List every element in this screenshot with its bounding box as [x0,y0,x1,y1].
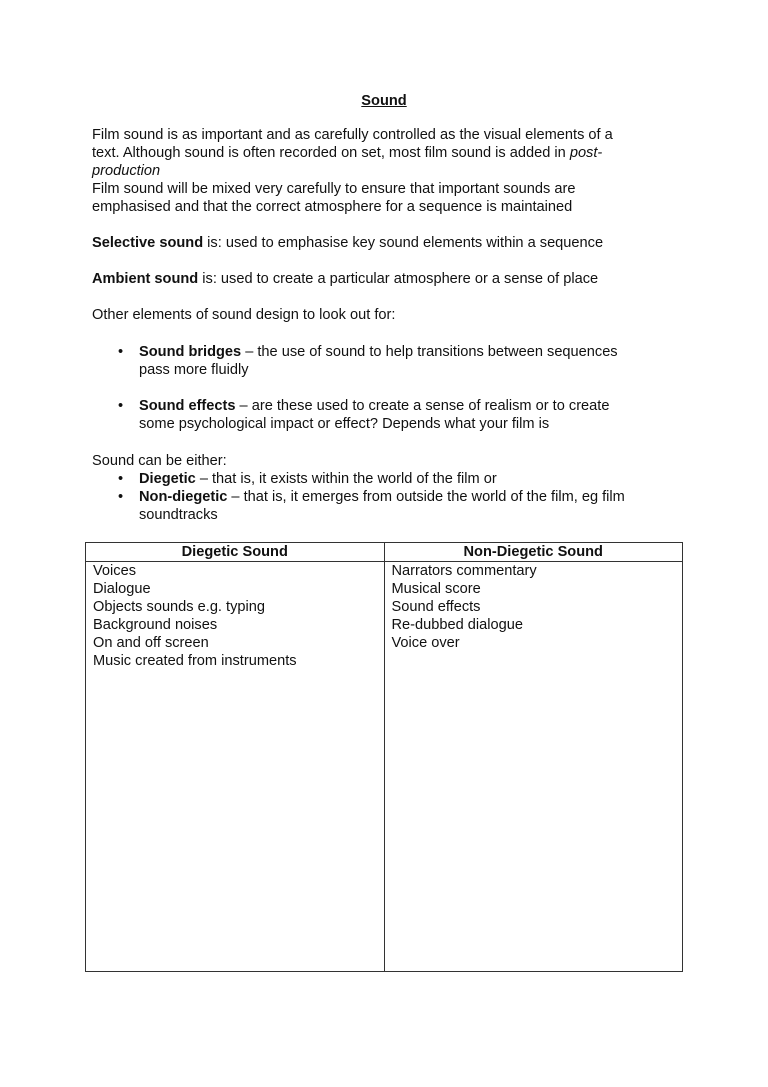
list-item [139,488,625,506]
non-diegetic-cell [384,562,683,972]
table-item: Music created from instruments [93,653,297,669]
definition: – that is, it exists within the world of the film or [195,471,497,487]
definition: is: used to emphasise key sound elements within a sequence [203,235,604,251]
list-item-cont: pass more fluidly [139,362,249,378]
list-item [139,470,497,488]
either-heading: Sound can be either: [92,453,227,469]
bullet-icon: • [118,489,124,505]
table-item: Re-dubbed dialogue [391,617,523,633]
header-non-diegetic: Non-Diegetic Sound [384,543,683,562]
intro-line: Film sound is as important and as carefully controlled as the visual elements of a [92,127,613,143]
table-item: Objects sounds e.g. typing [93,599,265,615]
table-item: Background noises [93,617,218,633]
intro-italic: production [92,163,161,179]
bullet-icon: • [118,398,124,414]
term: Ambient sound [92,271,199,287]
selective-sound-definition [92,234,603,252]
table-item: On and off screen [93,635,209,651]
table-item: Narrators commentary [391,563,537,579]
header-diegetic: Diegetic Sound [86,543,385,562]
definition: – that is, it emerges from outside the world of the film, eg film [227,489,625,505]
term: Non-diegetic [139,489,228,505]
definition: is: used to create a particular atmosphere or a sense of place [198,271,599,287]
intro-text: text. Although sound is often recorded on set, most film sound is added in [92,145,570,161]
ambient-sound-definition [92,270,598,288]
diegetic-cell [86,562,385,972]
intro-line [92,162,160,180]
list-item-cont: some psychological impact or effect? Depends what your film is [139,416,550,432]
bullet-icon: • [118,344,124,360]
other-heading: Other elements of sound design to look out for: [92,307,396,323]
intro-italic: post- [569,145,603,161]
list-item-cont: soundtracks [139,507,218,523]
intro-line: emphasised and that the correct atmosphere for a sequence is maintained [92,199,573,215]
table-item: Dialogue [93,581,151,597]
table-item: Voices [93,563,136,579]
definition: – the use of sound to help transitions between sequences [241,344,618,360]
table-item: Voice over [391,635,460,651]
sound-types-table [85,542,683,972]
page-title: Sound [361,93,407,109]
list-item [139,343,618,361]
definition: – are these used to create a sense of realism or to create [235,398,610,414]
term: Sound effects [139,398,236,414]
list-item [139,397,609,415]
term: Selective sound [92,235,204,251]
intro-line: Film sound will be mixed very carefully to ensure that important sounds are [92,181,576,197]
bullet-icon: • [118,471,124,487]
table-item: Sound effects [391,599,481,615]
term: Diegetic [139,471,196,487]
table-item: Musical score [391,581,481,597]
term: Sound bridges [139,344,242,360]
intro-line [92,144,602,162]
